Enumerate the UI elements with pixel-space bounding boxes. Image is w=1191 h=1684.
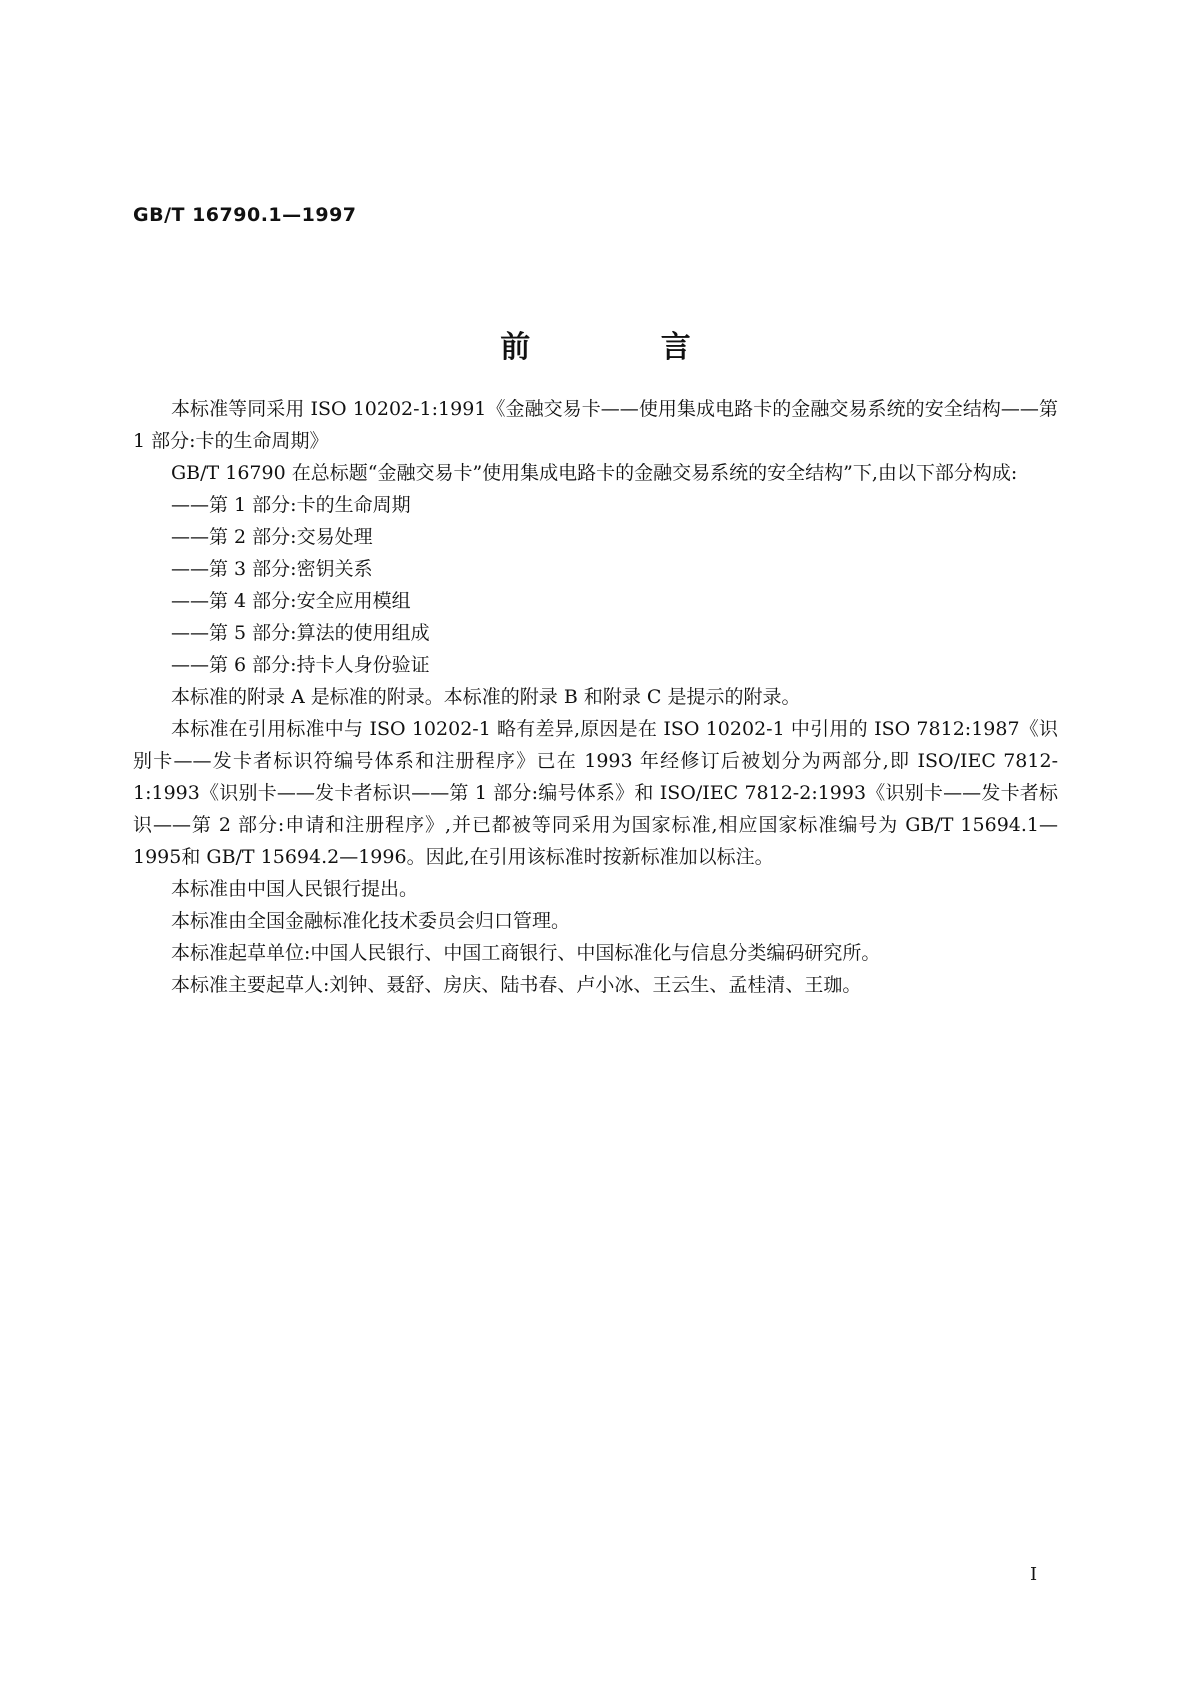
paragraph: 本标准由全国金融标准化技术委员会归口管理。 xyxy=(171,910,571,932)
paragraph: 本标准在引用标准中与 ISO 10202-1 略有差异,原因是在 ISO 10202-1 中引用的 ISO 7812:1987《识别卡——发卡者标识符编号体系和注册程序》已在 1993 年经修订后被划分为两部分,即 ISO/IEC 7812-1:1993《识别卡——发卡者标识——第 1 部分:编号体系》和 ISO/IEC 7812-2:1993《识别卡——发卡者标识——第 2 部分:申请和注册程序》,并已都被等同采用为国家标准,相应国家标准编号为 GB/T 15694.1—1995和 GB/T 15694.2—1996。因此,在引用该标准时按新标准加以标注。 xyxy=(133,718,1058,868)
list-item: ——第 2 部分:交易处理 xyxy=(171,526,373,548)
list-item: ——第 1 部分:卡的生命周期 xyxy=(171,494,411,516)
standard-code: GB/T 16790.1—1997 xyxy=(133,204,357,226)
paragraph: 本标准的附录 A 是标准的附录。本标准的附录 B 和附录 C 是提示的附录。 xyxy=(171,686,801,708)
paragraph: GB/T 16790 在总标题“金融交易卡”使用集成电路卡的金融交易系统的安全结构”下,由以下部分构成: xyxy=(171,462,1018,484)
paragraph: 本标准等同采用 ISO 10202-1:1991《金融交易卡——使用集成电路卡的金融交易系统的安全结构——第 1 部分:卡的生命周期》 xyxy=(133,398,1058,452)
list-item: ——第 3 部分:密钥关系 xyxy=(171,558,373,580)
paragraph: 本标准由中国人民银行提出。 xyxy=(171,878,419,900)
document-body xyxy=(133,393,1058,1001)
paragraph: 本标准起草单位:中国人民银行、中国工商银行、中国标准化与信息分类编码研究所。 xyxy=(171,942,881,964)
list-item: ——第 5 部分:算法的使用组成 xyxy=(171,622,430,644)
page-number: I xyxy=(1030,1564,1038,1585)
paragraph: 本标准主要起草人:刘钟、聂舒、房庆、陆书春、卢小冰、王云生、孟桂清、王珈。 xyxy=(171,974,862,996)
page-title: 前 言 xyxy=(500,330,751,365)
list-item: ——第 4 部分:安全应用模组 xyxy=(171,590,411,612)
list-item: ——第 6 部分:持卡人身份验证 xyxy=(171,654,430,676)
